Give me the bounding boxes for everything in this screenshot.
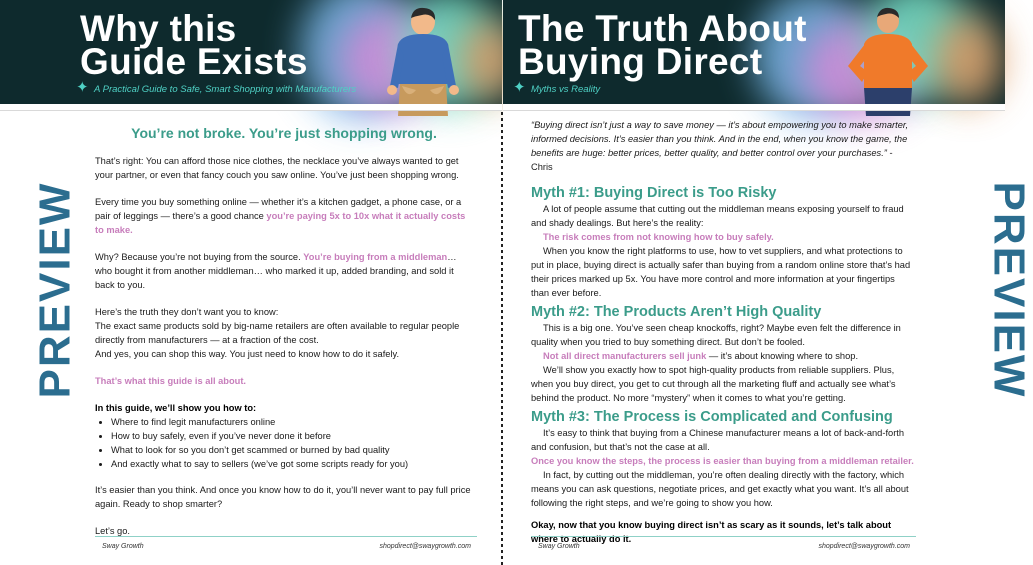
right-banner	[503, 0, 1005, 104]
paragraph: Why? Because you’re not buying from the source. You’re buying from a middleman… who bought it from another middleman… who marked it up, added branding, and sold it back to you.	[95, 252, 457, 290]
highlight-text: you’re paying 5x to 10x what it actually costs to make.	[95, 211, 466, 235]
left-page-title: Why this Guide Exists	[80, 8, 308, 82]
preview-watermark: PREVIEW	[984, 181, 1033, 399]
highlight-text: Once you know the steps, the process is easier than buying from a middleman retailer.	[531, 456, 914, 466]
paragraph: And yes, you can shop this way. You just need to know how to do it safely.	[95, 349, 400, 359]
left-page-body	[95, 124, 473, 538]
left-footer	[95, 536, 477, 557]
left-page-subtitle: A Practical Guide to Safe, Smart Shopping with Manufacturers	[94, 84, 357, 95]
paragraph: It’s easier than you think. And once you know how to do it, you’ll never want to pay full price again. Ready to shop smarter?	[95, 485, 471, 509]
paragraph: Here’s the truth they don’t want you to know:	[95, 307, 279, 317]
quote: “Buying direct isn’t just a way to save money — it’s about empowering you to make smarter, informed decisions. It’s easier than you think. And in the end, when you know the game, the benefits are huge: better prices, better quality, and better control over your purchases.” - Chris	[531, 120, 909, 172]
myth-2-heading: Myth #2: The Products Aren’t High Quality	[531, 304, 822, 320]
list-item: • And exactly what to say to sellers (we’ve got some scripts ready for you)	[111, 457, 473, 471]
paragraph: This is a big one. You’ve seen cheap knockoffs, right? Maybe even felt the difference in quality when you tried to buy something direct. But don’t be fooled.	[531, 323, 901, 347]
left-banner-underline	[0, 104, 502, 111]
right-page-title: The Truth About Buying Direct	[518, 8, 807, 82]
footer-email: shopdirect@swaygrowth.com	[379, 543, 471, 550]
footer-brand: Sway Growth	[538, 543, 580, 550]
section-headline: You’re not broke. You’re just shopping wrong.	[131, 125, 437, 141]
paragraph: That’s right: You can afford those nice clothes, the necklace you’ve always wanted to get your partner, or even that fancy couch you saw online. You’ve just been shopping wrong.	[95, 156, 459, 180]
paragraph: The exact same products sold by big-name retailers are often available to regular people directly from manufacturers — at a fraction of the cost.	[95, 321, 460, 345]
confident-man-illustration	[838, 4, 938, 116]
paragraph: Let’s go.	[95, 526, 130, 536]
right-page-subtitle: Myths vs Reality	[531, 84, 601, 95]
preview-watermark: PREVIEW	[30, 181, 80, 399]
paragraph: When you know the right platforms to use, how to vet suppliers, and what protections to put in place, buying direct is actually safer than buying from a random online store that’s had their prices marked up 5x. You have more control and more information at your fingertips than ever before.	[531, 246, 911, 298]
myth-3-heading: Myth #3: The Process is Complicated and Confusing	[531, 409, 893, 425]
footer-email: shopdirect@swaygrowth.com	[818, 543, 910, 550]
right-page	[503, 0, 1005, 565]
right-banner-underline	[503, 104, 1005, 111]
paragraph: A lot of people assume that cutting out the middleman means exposing yourself to fraud and shady dealings. But here’s the reality:	[531, 204, 904, 228]
sparkle-icon: ✦	[513, 79, 526, 96]
list-heading: In this guide, we’ll show you how to:	[95, 403, 257, 413]
list-item: • How to buy safely, even if you’ve never done it before	[111, 429, 473, 443]
paragraph: It’s easy to think that buying from a Chinese manufacturer means a lot of back-and-forth and confusion, but that’s not the case at all.	[531, 428, 905, 452]
paragraph: Every time you buy something online — whether it’s a kitchen gadget, a phone case, or a pair of leggings — there’s a good chance you’re paying 5x to 10x what it actually costs to make.	[95, 197, 466, 235]
paragraph: We’ll show you exactly how to spot high-quality products from reliable suppliers. Plus, when you buy direct, you get to cut through all the marketing fluff and actually see what’s behind the product. No more “mystery” when it comes to what you’re getting.	[531, 365, 896, 403]
highlight-text: Not all direct manufacturers sell junk	[543, 351, 707, 361]
right-footer	[531, 536, 916, 557]
myth-1-heading: Myth #1: Buying Direct is Too Risky	[531, 185, 777, 201]
sparkle-icon: ✦	[76, 79, 89, 96]
list-item: • What to look for so you don’t get scammed or burned by bad quality	[111, 443, 473, 457]
right-page-body	[531, 118, 915, 546]
left-page	[0, 0, 502, 565]
highlight-text: You’re buying from a middleman	[303, 252, 448, 262]
closing-statement: Okay, now that you know buying direct isn’t as scary as it sounds, let’s talk about where to actually do it.	[531, 520, 892, 544]
footer-brand: Sway Growth	[102, 543, 144, 550]
highlight-statement: That’s what this guide is all about.	[95, 376, 247, 386]
man-empty-pockets-illustration	[378, 4, 468, 116]
paragraph: In fact, by cutting out the middleman, you’re often dealing directly with the factory, which means you can ask questions, negotiate prices, and get exactly what you want. It’s all about following the right steps, and we’re going to show you how.	[531, 470, 909, 508]
list-item: • Where to find legit manufacturers online	[111, 415, 473, 429]
paragraph: Not all direct manufacturers sell junk — it’s about knowing where to shop.	[543, 351, 859, 361]
highlight-text: The risk comes from not knowing how to buy safely.	[543, 232, 774, 242]
bullet-list	[95, 415, 473, 471]
left-banner	[0, 0, 502, 104]
